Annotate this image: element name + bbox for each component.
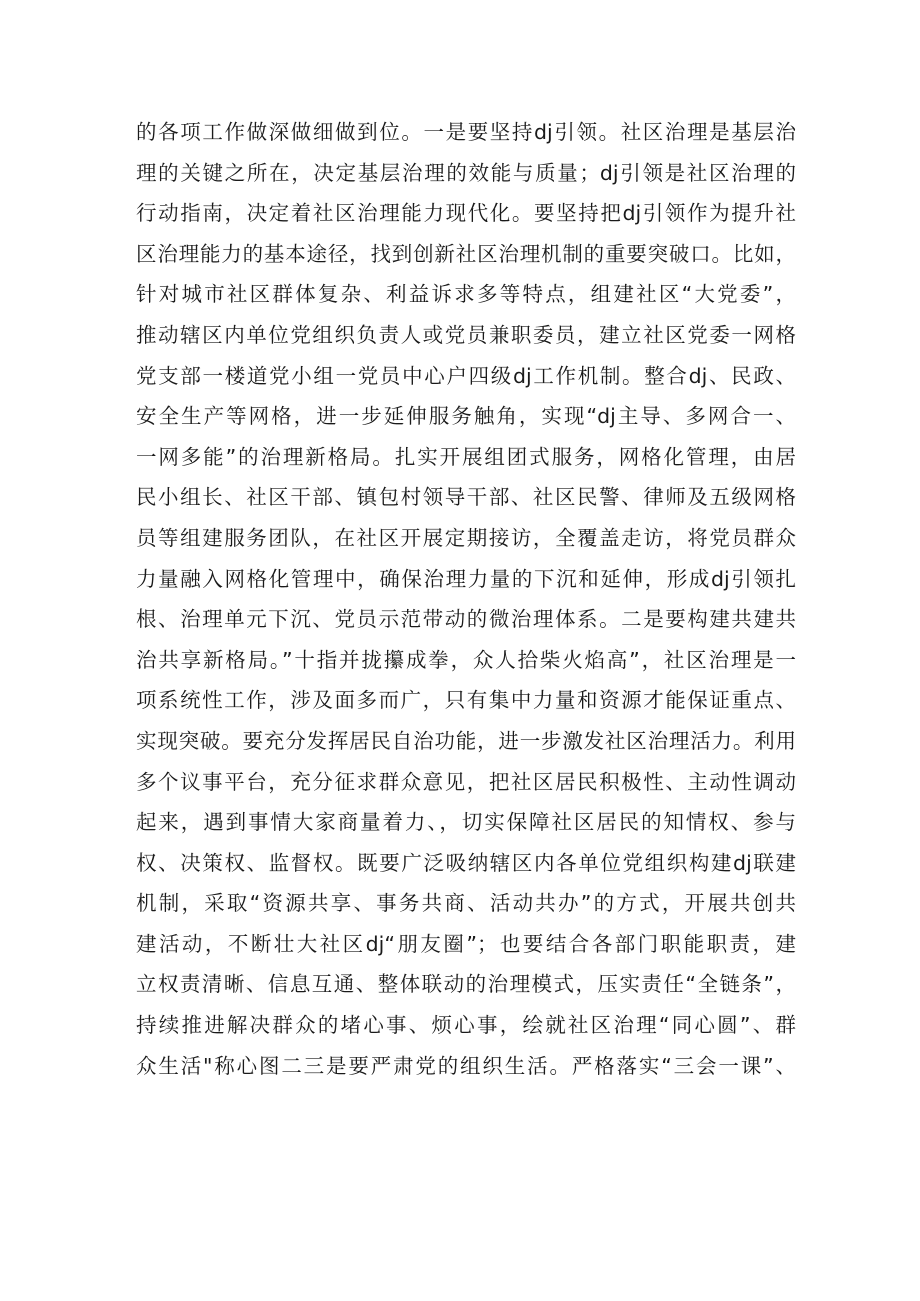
text-line: 党支部一楼道党小组一党员中心户四级dj工作机制。整合dj、民政、 — [136, 363, 796, 388]
text-line: 力量融入网格化管理中，确保治理力量的下沉和延伸，形成dj引领扎 — [136, 566, 796, 591]
text-line: 多个议事平台，充分征求群众意见，把社区居民积极性、主动性调动 — [136, 769, 796, 794]
text-line: 的各项工作做深做细做到位。一是要坚持dj引领。社区治理是基层治 — [136, 120, 796, 144]
text-line: 立权责清晰、信息互通、整体联动的治理模式，压实责任“全链条”， — [136, 972, 796, 997]
text-line: 建活动，不断壮大社区dj“朋友圈”；也要结合各部门职能职责，建 — [136, 931, 796, 956]
text-line: 根、治理单元下沉、党员示范带动的微治理体系。二是要构建共建共 — [136, 607, 796, 632]
text-line: 机制，采取“资源共享、事务共商、活动共办”的方式，开展共创共 — [136, 891, 796, 916]
text-line: 权、决策权、监督权。既要广泛吸纳辖区内各单位党组织构建dj联建 — [136, 850, 796, 875]
text-line: 针对城市社区群体复杂、利益诉求多等特点，组建社区“大党委”， — [136, 282, 796, 307]
text-line: 员等组建服务团队，在社区开展定期接访，全覆盖走访，将党员群众 — [136, 525, 796, 550]
text-line: 行动指南，决定着社区治理能力现代化。要坚持把dj引领作为提升社 — [136, 201, 796, 226]
text-line: 理的关键之所在，决定基层治理的效能与质量；dj引领是社区治理的 — [136, 160, 796, 185]
text-line: 众生活"称心图二三是要严肃党的组织生活。严格落实“三会一课”、 — [136, 1053, 796, 1078]
text-line: 治共享新格局。”十指并拢攥成拳，众人拾柴火焰高”，社区治理是一 — [136, 647, 796, 672]
text-line: 项系统性工作，涉及面多而广，只有集中力量和资源才能保证重点、 — [136, 688, 796, 713]
text-line: 民小组长、社区干部、镇包村领导干部、社区民警、律师及五级网格 — [136, 485, 796, 510]
body-text — [136, 112, 796, 1086]
text-line: 推动辖区内单位党组织负责人或党员兼职委员，建立社区党委一网格 — [136, 322, 796, 347]
text-line: 一网多能”的治理新格局。扎实开展组团式服务，网格化管理，由居 — [136, 444, 796, 469]
text-line: 区治理能力的基本途径，找到创新社区治理机制的重要突破口。比如， — [136, 241, 796, 266]
text-line: 起来，遇到事情大家商量着力、，切实保障社区居民的知情权、参与 — [136, 810, 796, 835]
text-line: 安全生产等网格，进一步延伸服务触角，实现“dj主导、多网合一、 — [136, 404, 796, 429]
text-line: 持续推进解决群众的堵心事、烦心事，绘就社区治理“同心圆”、群 — [136, 1013, 796, 1038]
text-line: 实现突破。要充分发挥居民自治功能，进一步激发社区治理活力。利用 — [136, 728, 796, 753]
